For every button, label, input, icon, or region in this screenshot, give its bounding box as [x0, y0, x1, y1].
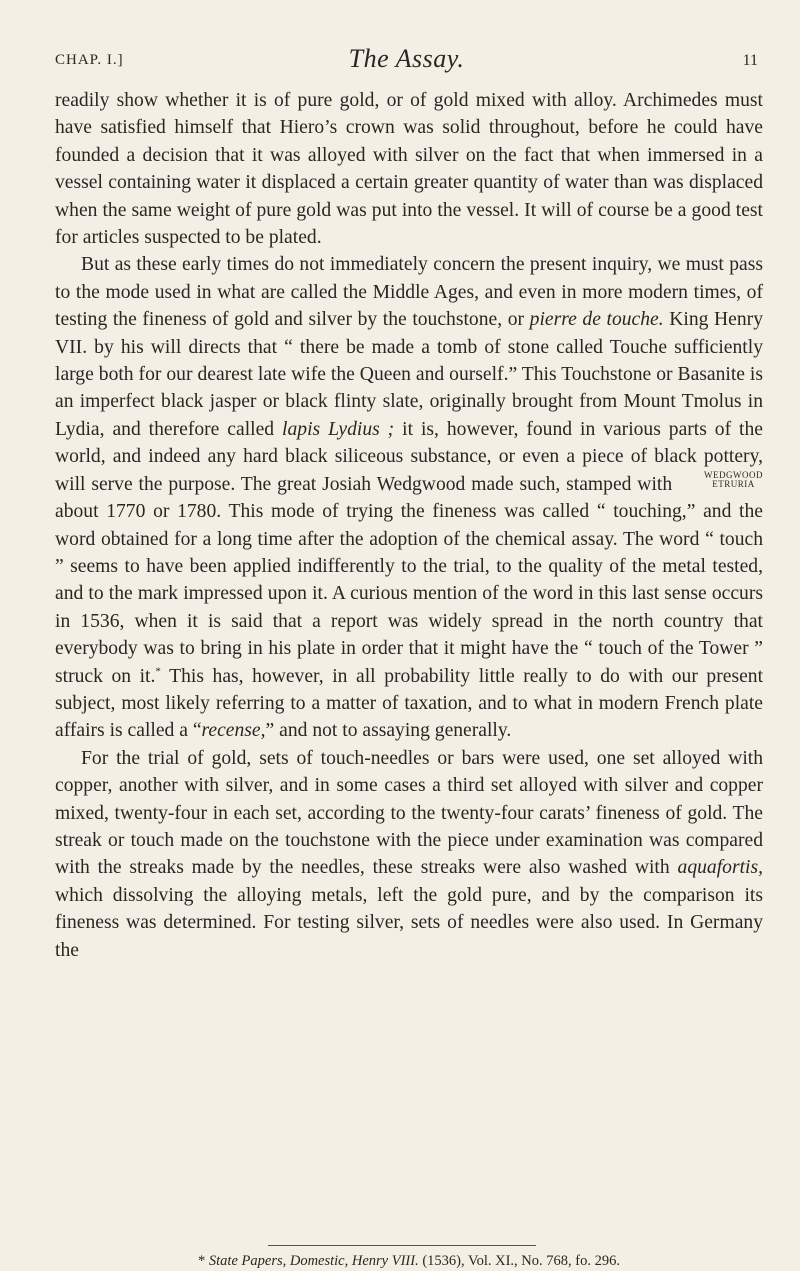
- stamp-line: WEDGWOOD: [704, 469, 763, 480]
- text-run: This has, however, in all probability little really to do with our present subject, most likely referring to a matter of taxation, and to what in modern French plate affairs is called a “: [55, 665, 764, 742]
- text-run: But as these early times do not immediately concern the present inquiry, we must pass to the mode used in what are called the Middle Ages, and even in more modern times, of testing the fineness of gold and silver by the touchstone, or: [55, 254, 763, 331]
- italic-text: recense,: [201, 720, 266, 742]
- chapter-label: CHAP. I.]: [55, 52, 124, 68]
- text-run: it is, however, found in various parts of the world, and indeed any hard black siliceous substance, or even a piece of black pottery, will serve the purpose. The great Josiah Wedgwood made such, stamped with: [55, 418, 763, 495]
- text-run: which dissolving the alloying metals, left the gold pure, and by the comparison its fineness was determined. For testing silver, sets of needles were also used. In Germany the: [55, 884, 763, 961]
- italic-text: pierre de touche.: [529, 309, 664, 331]
- italic-text: lapis Lydius ;: [282, 418, 395, 440]
- running-header: [55, 44, 758, 80]
- footnote-ref: *: [155, 665, 161, 677]
- text-run: ” and not to assaying generally.: [265, 720, 512, 742]
- page-number: 11: [742, 52, 758, 69]
- paragraph: [55, 251, 763, 744]
- text-run: about 1770 or 1780. This mode of trying the fineness was called “ touching,” and the word obtained for a long time after the adoption of the chemical assay. The word “ touch ” seems to have been applied indifferently to the trial, to the quality of the metal tested, and to the mark impressed upon it. A curious mention of the word in this last sense occurs in 1536, when it is said that a report was widely spread in the north country that everybody was to bring in his plate in order that it might have the “ touch of the Tower ” struck on it.: [55, 501, 763, 687]
- running-title: The Assay.: [348, 44, 465, 73]
- italic-text: aquafortis,: [677, 857, 763, 879]
- footnote: [55, 1252, 763, 1270]
- footnote-citation: (1536), Vol. XI., No. 768, fo. 296.: [422, 1253, 620, 1269]
- footnote-source: State Papers, Domestic, Henry VIII.: [208, 1253, 419, 1269]
- text-run: For the trial of gold, sets of touch-needles or bars were used, one set alloyed with copper, another with silver, and in some cases a third set alloyed with silver and copper mixed, twenty-four in each set, according to the twenty-four carats’ fineness of gold. The streak or touch made on the touchstone with the piece under examination was compared with the streaks made by the needles, these streaks were also washed with: [55, 747, 763, 879]
- footnote-marker: *: [198, 1253, 206, 1269]
- body-text: [55, 87, 763, 964]
- text-run: King Henry VII. by his will directs that “ there be made a tomb of stone called Touche sufficiently large both for our dearest late wife the Queen and ourself.” This Touchstone or Basanite is an imperfect black jasper or black flinty slate, originally brought from Mount Tmolus in Lydia, and therefore called: [55, 309, 763, 440]
- paragraph: [55, 87, 763, 251]
- paragraph: [55, 745, 763, 964]
- text-run: readily show whether it is of pure gold, or of gold mixed with alloy. Archimedes must have satisfied himself that Hiero’s crown was solid throughout, before he could have founded a decision that it was alloyed with silver on the fact that when immersed in a vessel containing water it displaced a certain greater quantity of water than was displaced when the same weight of pure gold was put into the vessel. It will of course be a good test for articles suspected to be plated.: [55, 90, 763, 249]
- wedgwood-stamp: [678, 471, 763, 489]
- footnote-divider: [268, 1245, 536, 1246]
- stamp-line: ETRURIA: [712, 478, 755, 489]
